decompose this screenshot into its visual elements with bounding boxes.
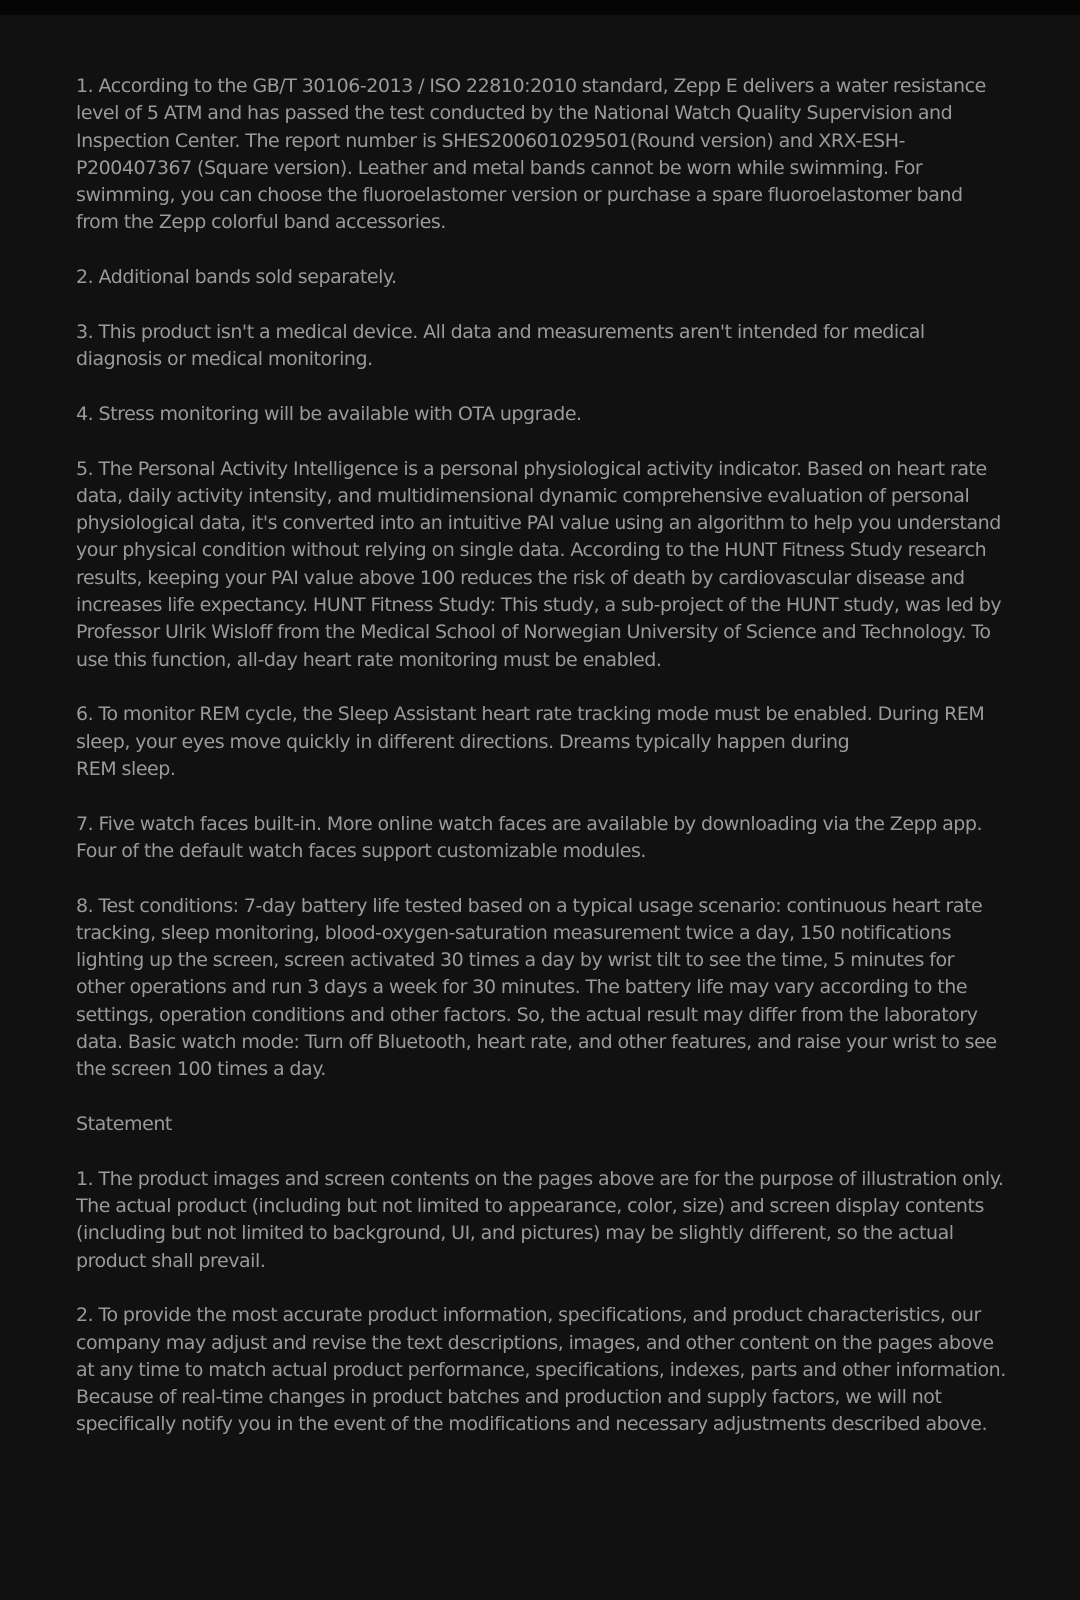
footnote-4: 4. Stress monitoring will be available with OTA upgrade. <box>76 402 582 425</box>
footnote-3: 3. This product isn't a medical device. All data and measurements aren't intended for medical diagnosis or medical monitoring. <box>76 320 925 371</box>
top-bar <box>0 0 1080 15</box>
footnotes-section <box>76 73 1006 1439</box>
statement-item-2: 2. To provide the most accurate product information, specifications, and product characteristics, our company may adjust and revise the text descriptions, images, and other content on the pages above at any time to match actual product performance, specifications, indexes, parts and other information. Because of real-time changes in product batches and production and supply factors, we will not specifically notify you in the event of the modifications and necessary adjustments described above. <box>76 1304 1006 1436</box>
footnote-7: 7. Five watch faces built-in. More online watch faces are available by downloading via the Zepp app. Four of the default watch faces support customizable modules. <box>76 812 983 862</box>
footnote-2: 2. Additional bands sold separately. <box>76 266 397 289</box>
footnote-5: 5. The Personal Activity Intelligence is a personal physiological activity indicator. Based on heart rate data, daily activity intensity, and multidimensional dynamic comprehensive evaluation of personal physiological data, it's converted into an intuitive PAI value using an algorithm to help you understand your physical condition without relying on single data. According to the HUNT Fitness Study research results, keeping your PAI value above 100 reduces the risk of death by cardiovascular disease and increases life expectancy. HUNT Fitness Study: This study, a sub-project of the HUNT study, was led by Professor Ulrik Wisloff from the Medical School of Norwegian University of Science and Technology. To use this function, all-day heart rate monitoring must be enabled. <box>76 457 1002 671</box>
footnote-8: 8. Test conditions: 7-day battery life tested based on a typical usage scenario: continuous heart rate tracking, sleep monitoring, blood-oxygen-saturation measurement twice a day, 150 notifications lighting up the screen, screen activated 30 times a day by wrist tilt to see the time, 5 minutes for other operations and run 3 days a week for 30 minutes. The battery life may vary according to the settings, operation conditions and other factors. So, the actual result may differ from the laboratory data. Basic watch mode: Turn off Bluetooth, heart rate, and other features, and raise your wrist to see the screen 100 times a day. <box>76 894 997 1081</box>
statement-heading: Statement <box>76 1113 172 1136</box>
footnote-1: 1. According to the GB/T 30106-2013 / ISO 22810:2010 standard, Zepp E delivers a water resistance level of 5 ATM and has passed the test conducted by the National Watch Quality Supervision and Inspection Center. The report number is SHES200601029501(Round version) and XRX-ESH-P200407367 (Square version). Leather and metal bands cannot be worn while swimming. For swimming, you can choose the fluoroelastomer version or purchase a spare fluoroelastomer band from the Zepp colorful band accessories. <box>76 75 986 234</box>
footnote-6: 6. To monitor REM cycle, the Sleep Assistant heart rate tracking mode must be enabled. During REM sleep, your eyes move quickly in different directions. Dreams typically happen during REM sleep. <box>76 703 985 780</box>
statement-item-1: 1. The product images and screen contents on the pages above are for the purpose of illustration only. The actual product (including but not limited to appearance, color, size) and screen display contents (including but not limited to background, UI, and pictures) may be slightly different, so the actual product shall prevail. <box>76 1167 1004 1272</box>
